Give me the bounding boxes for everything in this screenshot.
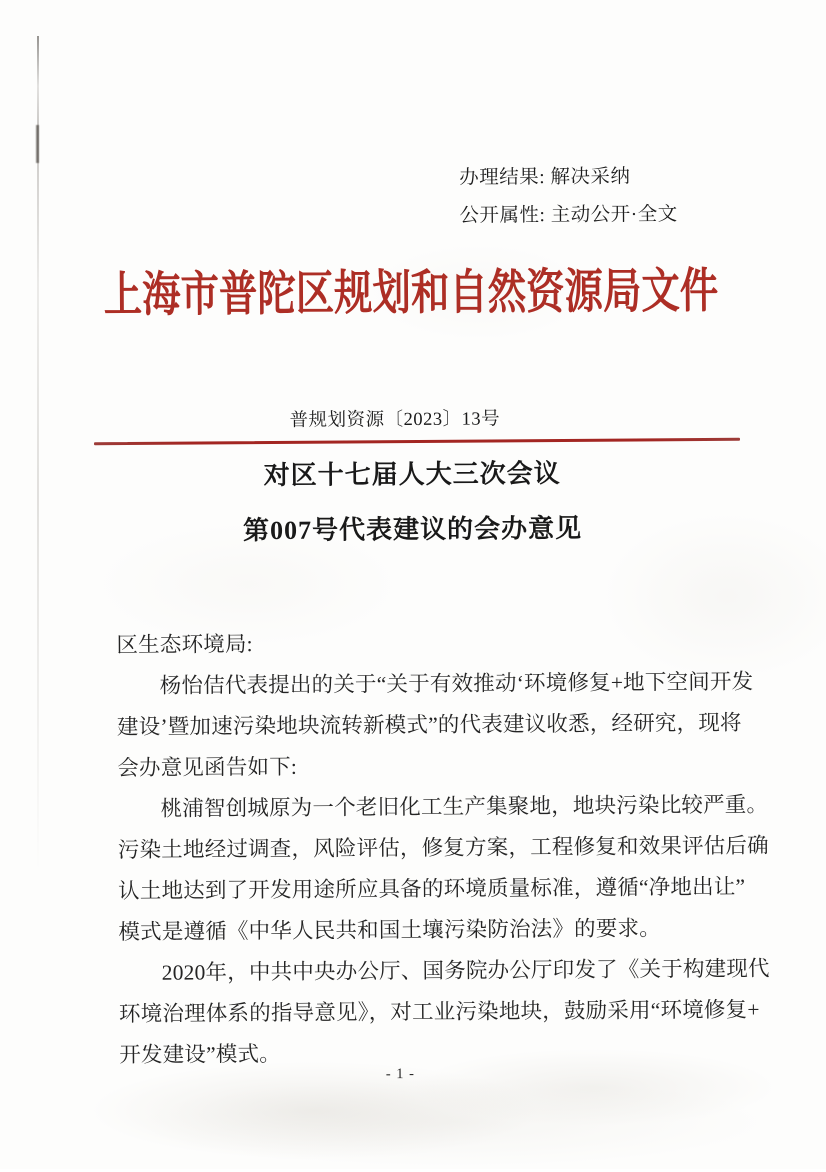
- body-line: 会办意见函告如下:: [117, 754, 298, 781]
- document-body: [116, 621, 770, 1077]
- body-line: 污染土地经过调查，风险评估，修复方案，工程修复和效果评估后确: [117, 833, 769, 863]
- body-line: 认土地达到了开发用途所应具备的环境质量标准，遵循“净地出让”: [118, 874, 746, 904]
- body-line: 开发建设”模式。: [119, 1041, 282, 1068]
- body-line: 桃浦智创城原为一个老旧化工生产集聚地，地块污染比较严重。: [160, 792, 769, 821]
- body-line: 杨怡佶代表提出的关于“关于有效推动‘环境修复+地下空间开发: [159, 669, 754, 698]
- body-line: 2020年，中共中央办公厅、国务院办公厅印发了《关于构建现代: [161, 956, 770, 985]
- body-line: 环境治理体系的指导意见》，对工业污染地块，鼓励采用“环境修复+: [118, 997, 760, 1027]
- handling-result-line: 办理结果: 解决采纳: [459, 166, 631, 189]
- document-title-line-2: 第007号代表建议的会办意见: [243, 513, 583, 546]
- body-line: 建设’暨加速污染地块流转新模式”的代表建议收悉，经研究，现将: [116, 710, 742, 740]
- publicity-attribute-line: 公开属性: 主动公开·全文: [459, 204, 678, 227]
- page-number: - 1 -: [385, 1065, 416, 1083]
- body-line: 模式是遵循《中华人民共和国土壤污染防治法》的要求。: [118, 916, 662, 945]
- document-number: 普规划资源〔2023〕13号: [289, 409, 501, 431]
- header-meta-block: [459, 158, 678, 236]
- red-divider-rule: [94, 438, 740, 446]
- document-title-line-1: 对区十七届人大三次会议: [263, 458, 561, 491]
- agency-masthead: 上海市普陀区规划和自然资源局文件: [103, 264, 719, 323]
- salutation-line: 区生态环境局:: [116, 632, 253, 658]
